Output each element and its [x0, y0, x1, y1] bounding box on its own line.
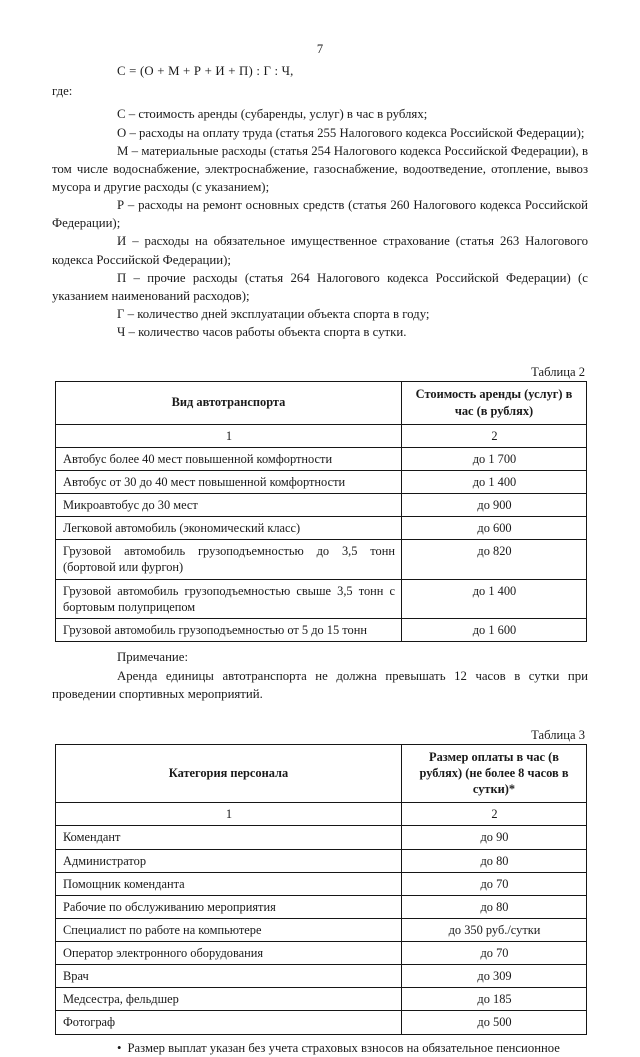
personnel-name: Фотограф [56, 1011, 402, 1034]
personnel-name: Комендант [56, 826, 402, 849]
vehicle-name: Легковой автомобиль (экономический класс) [56, 517, 402, 540]
page-number: 7 [0, 42, 640, 57]
note-text: Аренда единицы автотранспорта не должна превышать 12 часов в сутки при проведении спортивных мероприятий. [52, 667, 588, 704]
definition-item: Г – количество дней эксплуатации объекта спорта в году; [52, 305, 588, 323]
personnel-rate: до 309 [402, 965, 587, 988]
table-row [56, 618, 587, 641]
where-label: где: [52, 82, 588, 101]
personnel-name: Врач [56, 965, 402, 988]
table2-header-hourly-rate: Стоимость аренды (услуг) в час (в рублях) [402, 382, 587, 424]
table-row [56, 895, 587, 918]
table2-note [52, 649, 588, 704]
vehicle-rate: до 1 400 [402, 579, 587, 618]
definition-item: С – стоимость аренды (субаренды, услуг) в час в рублях; [52, 105, 588, 123]
formula-definitions-list [52, 105, 588, 341]
note-title: Примечание: [52, 649, 588, 667]
vehicle-name: Грузовой автомобиль грузоподъемностью до 3,5 тонн (бортовой или фургон) [56, 540, 402, 579]
table2-header-vehicle-type: Вид автотранспорта [56, 382, 402, 424]
table3-caption: Таблица 3 [52, 728, 588, 743]
table-row [56, 1011, 587, 1034]
personnel-pay-table [55, 744, 587, 1035]
table-row [56, 942, 587, 965]
personnel-name: Администратор [56, 849, 402, 872]
vehicle-name: Грузовой автомобиль грузоподъемностью свыше 3,5 тонн с бортовым полуприцепом [56, 579, 402, 618]
vehicle-name: Грузовой автомобиль грузоподъемностью от 5 до 15 тонн [56, 618, 402, 641]
table3-header-hourly-pay: Размер оплаты в час (в рублях) (не более 8 часов в сутки)* [402, 744, 587, 802]
table2-colnum-1: 1 [56, 424, 402, 447]
table-row [56, 494, 587, 517]
table2-colnum-2: 2 [402, 424, 587, 447]
personnel-name: Специалист по работе на компьютере [56, 918, 402, 941]
personnel-name: Оператор электронного оборудования [56, 942, 402, 965]
definition-item: Р – расходы на ремонт основных средств (статья 260 Налогового кодекса Российской Федерации); [52, 196, 588, 232]
personnel-name: Рабочие по обслуживанию мероприятия [56, 895, 402, 918]
table-row [56, 988, 587, 1011]
vehicle-rate: до 1 600 [402, 618, 587, 641]
definition-item: О – расходы на оплату труда (статья 255 Налогового кодекса Российской Федерации); [52, 124, 588, 142]
definition-item: П – прочие расходы (статья 264 Налогового кодекса Российской Федерации) (с указанием наименований расходов); [52, 269, 588, 305]
personnel-rate: до 70 [402, 942, 587, 965]
table-header-row [56, 744, 587, 802]
vehicle-name: Микроавтобус до 30 мест [56, 494, 402, 517]
personnel-rate: до 350 руб./сутки [402, 918, 587, 941]
vehicle-rate: до 1 400 [402, 470, 587, 493]
personnel-rate: до 80 [402, 849, 587, 872]
table-row [56, 447, 587, 470]
table-row [56, 826, 587, 849]
vehicle-rate: до 600 [402, 517, 587, 540]
table3-footnote [52, 1040, 588, 1057]
table-row [56, 965, 587, 988]
table2-caption: Таблица 2 [52, 365, 588, 380]
bullet-icon: • [117, 1041, 121, 1055]
table-column-number-row [56, 424, 587, 447]
vehicle-rate: до 900 [402, 494, 587, 517]
vehicle-rate: до 820 [402, 540, 587, 579]
document-content [52, 62, 588, 1057]
personnel-rate: до 185 [402, 988, 587, 1011]
vehicle-name: Автобус от 30 до 40 мест повышенной комфортности [56, 470, 402, 493]
personnel-name: Медсестра, фельдшер [56, 988, 402, 1011]
personnel-name: Помощник коменданта [56, 872, 402, 895]
table-row [56, 918, 587, 941]
definition-item: Ч – количество часов работы объекта спорта в сутки. [52, 323, 588, 341]
table3-header-personnel-category: Категория персонала [56, 744, 402, 802]
footnote-text: Размер выплат указан без учета страховых взносов на обязательное пенсионное [127, 1041, 559, 1055]
personnel-rate: до 90 [402, 826, 587, 849]
table-row [56, 872, 587, 895]
definition-item: М – материальные расходы (статья 254 Налогового кодекса Российской Федерации), в том числе водоснабжение, электроснабжение, газоснабжение, водоотведение, отопление, вывоз мусора и другие расходы (с указанием); [52, 142, 588, 196]
vehicle-rate: до 1 700 [402, 447, 587, 470]
table3-colnum-1: 1 [56, 803, 402, 826]
vehicle-name: Автобус более 40 мест повышенной комфортности [56, 447, 402, 470]
definition-item: И – расходы на обязательное имущественное страхование (статья 263 Налогового кодекса Российской Федерации); [52, 232, 588, 268]
table-row [56, 849, 587, 872]
table-header-row [56, 382, 587, 424]
personnel-rate: до 70 [402, 872, 587, 895]
table-row [56, 470, 587, 493]
table3-colnum-2: 2 [402, 803, 587, 826]
personnel-rate: до 500 [402, 1011, 587, 1034]
table-row [56, 540, 587, 579]
vehicle-rental-table [55, 381, 587, 642]
table-row [56, 579, 587, 618]
personnel-rate: до 80 [402, 895, 587, 918]
table-row [56, 517, 587, 540]
rental-cost-formula: С = (О + М + Р + И + П) : Г : Ч, [52, 62, 588, 80]
table-column-number-row [56, 803, 587, 826]
